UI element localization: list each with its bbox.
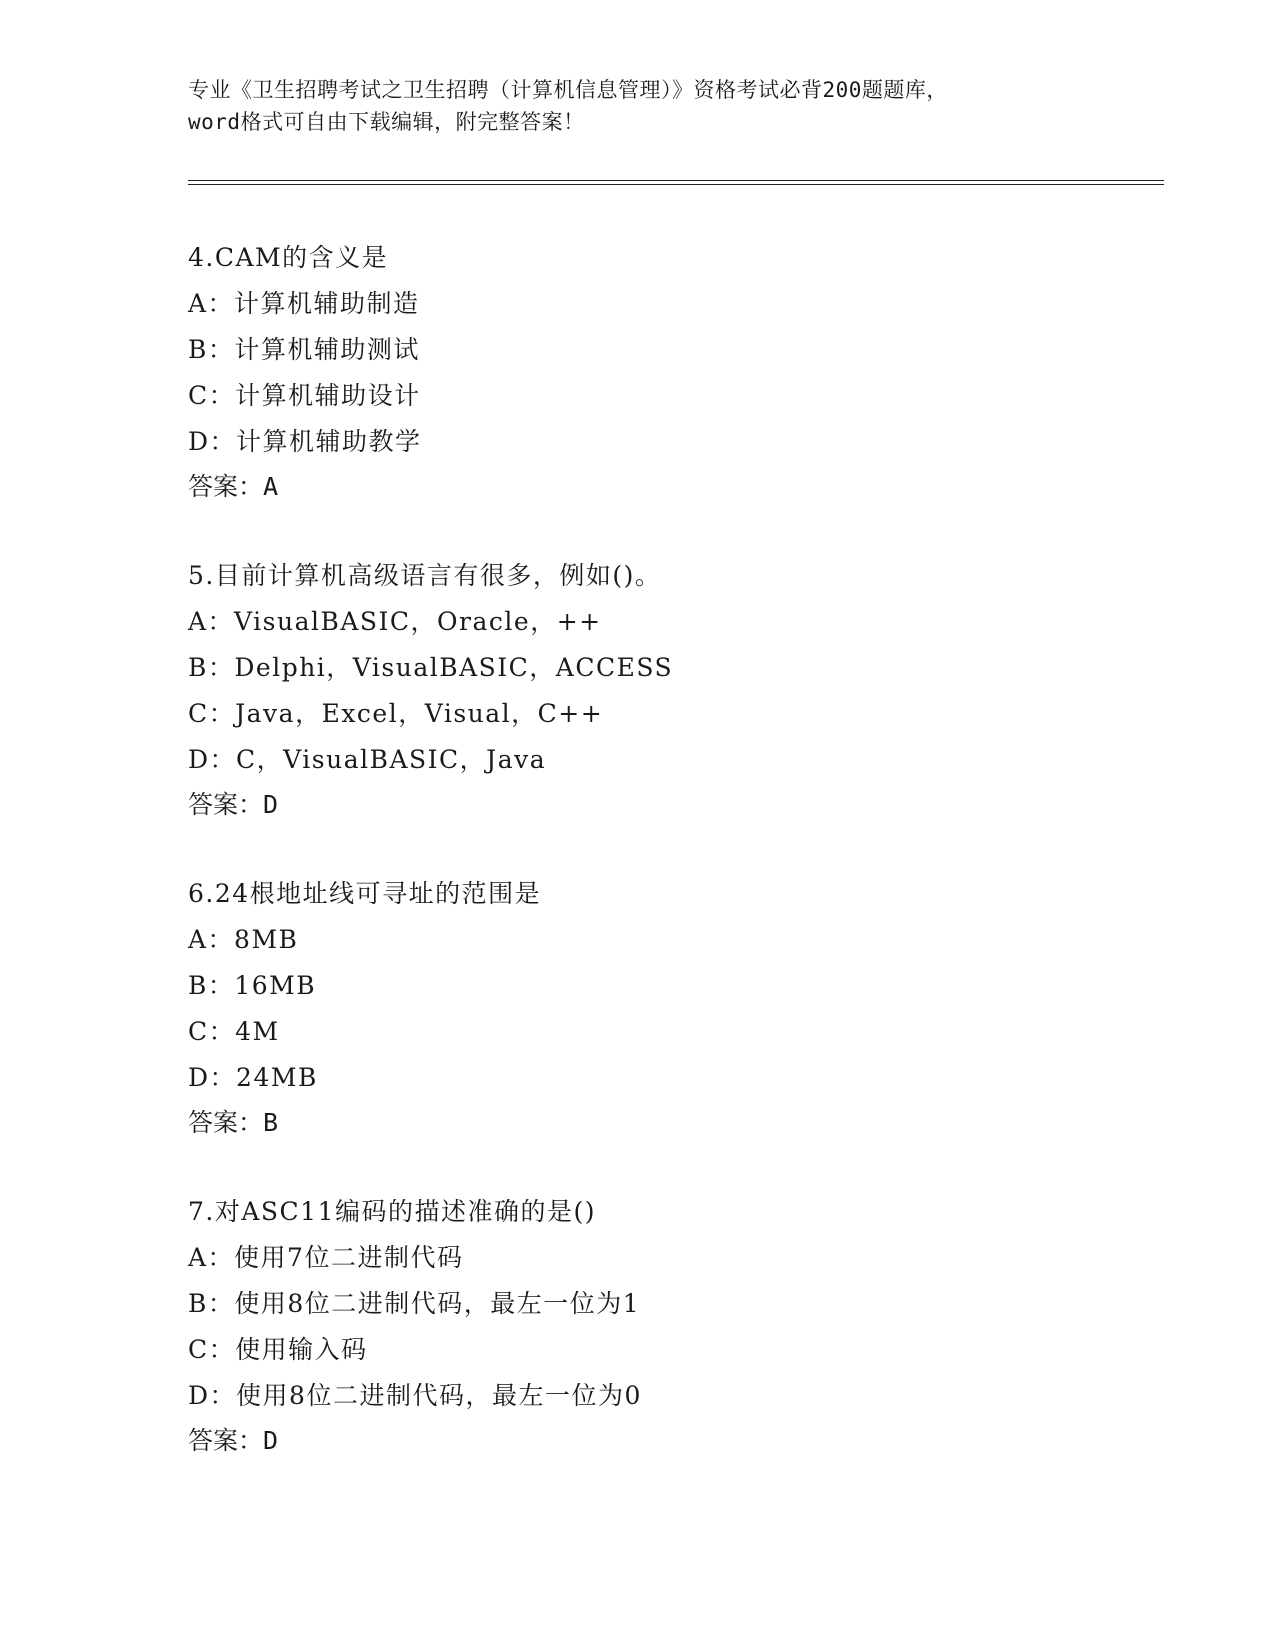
answer-line: 答案：B [188, 1108, 279, 1137]
answer-line: 答案：D [188, 1426, 279, 1455]
option-a: A：计算机辅助制造 [188, 289, 420, 318]
question-stem: 7.对ASC11编码的描述准确的是() [188, 1197, 596, 1226]
question-stem: 4.CAM的含义是 [188, 243, 389, 272]
option-d: D：计算机辅助教学 [188, 427, 422, 456]
question-list [188, 235, 1148, 1507]
question-5 [188, 553, 1148, 827]
header-line-2: word格式可自由下载编辑，附完整答案！ [188, 110, 585, 134]
question-4 [188, 235, 1148, 509]
option-b: B：使用8位二进制代码，最左一位为1 [188, 1289, 641, 1318]
option-d: D：24MB [188, 1063, 318, 1092]
option-a: A：使用7位二进制代码 [188, 1243, 464, 1272]
option-b: B：16MB [188, 971, 317, 1000]
option-c: C：使用输入码 [188, 1335, 368, 1364]
option-a: A：VisualBASIC，Oracle，++ [188, 607, 602, 636]
option-d: D：C，VisualBASIC，Java [188, 745, 547, 774]
question-stem: 5.目前计算机高级语言有很多，例如()。 [188, 561, 662, 590]
question-7 [188, 1189, 1148, 1463]
header-divider-top [188, 180, 1164, 181]
answer-line: 答案：D [188, 790, 279, 819]
header-divider-bottom [188, 184, 1164, 185]
header-line-1: 专业《卫生招聘考试之卫生招聘（计算机信息管理）》资格考试必背200题题库， [188, 78, 948, 102]
answer-line: 答案：A [188, 472, 279, 501]
question-6 [188, 871, 1148, 1145]
document-header [188, 74, 1088, 138]
option-c: C：计算机辅助设计 [188, 381, 421, 410]
option-d: D：使用8位二进制代码，最左一位为0 [188, 1381, 642, 1410]
question-stem: 6.24根地址线可寻址的范围是 [188, 879, 542, 908]
option-c: C：4M [188, 1017, 280, 1046]
option-b: B：Delphi，VisualBASIC，ACCESS [188, 653, 674, 682]
option-a: A：8MB [188, 925, 299, 954]
option-c: C：Java，Excel，Visual，C++ [188, 699, 604, 728]
option-b: B：计算机辅助测试 [188, 335, 420, 364]
